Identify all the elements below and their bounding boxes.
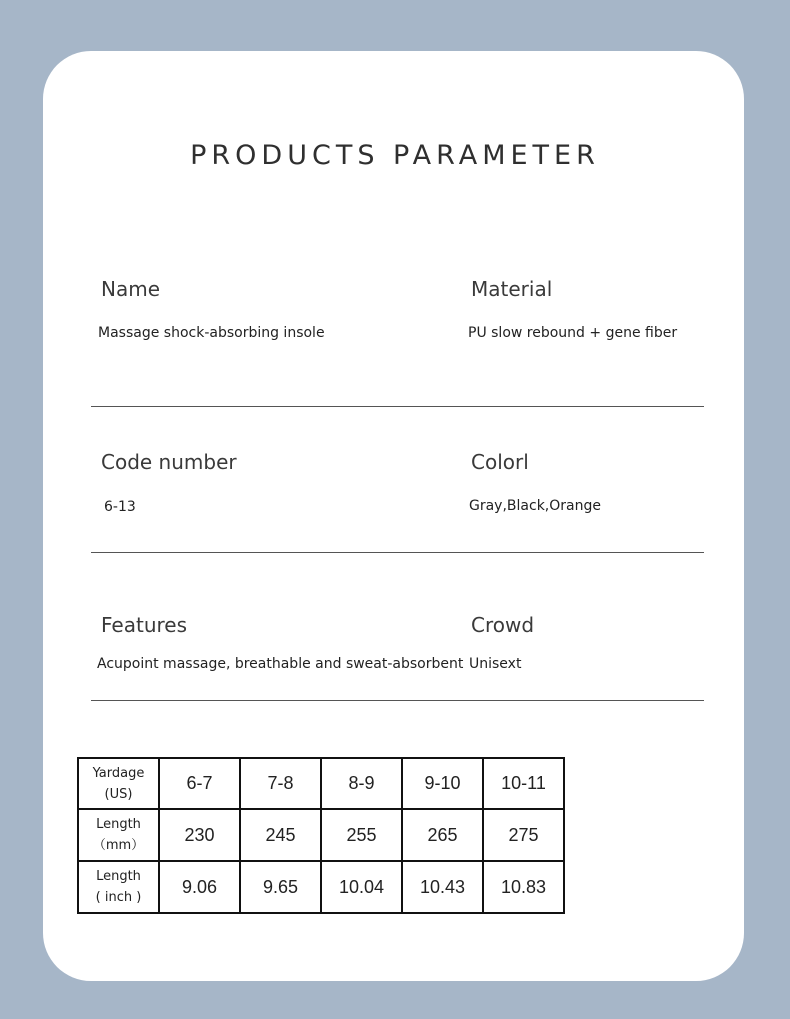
table-row [78, 809, 564, 861]
table-cell: 10.43 [402, 861, 483, 913]
header-unit: ( inch ) [95, 890, 142, 905]
table-cell: 275 [483, 809, 564, 861]
header-line: Length [96, 869, 141, 884]
page-title: PRODUCTS PARAMETER [190, 140, 600, 171]
param-value-features: Acupoint massage, breathable and sweat-absorbent [97, 656, 464, 672]
param-value-material: PU slow rebound + gene fiber [468, 325, 678, 341]
table-cell: 10.04 [321, 861, 402, 913]
table-row [78, 861, 564, 913]
header-unit: （mm） [92, 838, 145, 853]
divider [91, 552, 704, 553]
param-value-name: Massage shock-absorbing insole [98, 325, 325, 341]
table-cell: 8-9 [321, 758, 402, 809]
param-value-code-number: 6-13 [104, 499, 136, 515]
table-cell: 7-8 [240, 758, 321, 809]
table-cell: 255 [321, 809, 402, 861]
param-label-code-number: Code number [101, 450, 237, 474]
table-row-header [78, 861, 159, 913]
table-cell: 265 [402, 809, 483, 861]
param-label-color: Colorl [471, 450, 529, 474]
table-cell: 6-7 [159, 758, 240, 809]
size-table [77, 757, 565, 914]
table-row-header [78, 809, 159, 861]
header-line: Length [96, 817, 141, 832]
table-row [78, 758, 564, 809]
table-cell: 9.06 [159, 861, 240, 913]
divider [91, 406, 704, 407]
table-cell: 230 [159, 809, 240, 861]
table-row-header [78, 758, 159, 809]
param-value-color: Gray,Black,Orange [469, 498, 601, 514]
table-cell: 10.83 [483, 861, 564, 913]
param-label-crowd: Crowd [471, 613, 535, 637]
param-label-name: Name [101, 277, 161, 301]
param-value-crowd: Unisext [469, 656, 522, 672]
divider [91, 700, 704, 701]
table-cell: 9-10 [402, 758, 483, 809]
param-label-material: Material [471, 277, 553, 301]
table-cell: 10-11 [483, 758, 564, 809]
header-unit: (US) [104, 786, 133, 802]
param-label-features: Features [101, 613, 187, 637]
header-line: Yardage [92, 765, 145, 781]
table-cell: 9.65 [240, 861, 321, 913]
table-cell: 245 [240, 809, 321, 861]
